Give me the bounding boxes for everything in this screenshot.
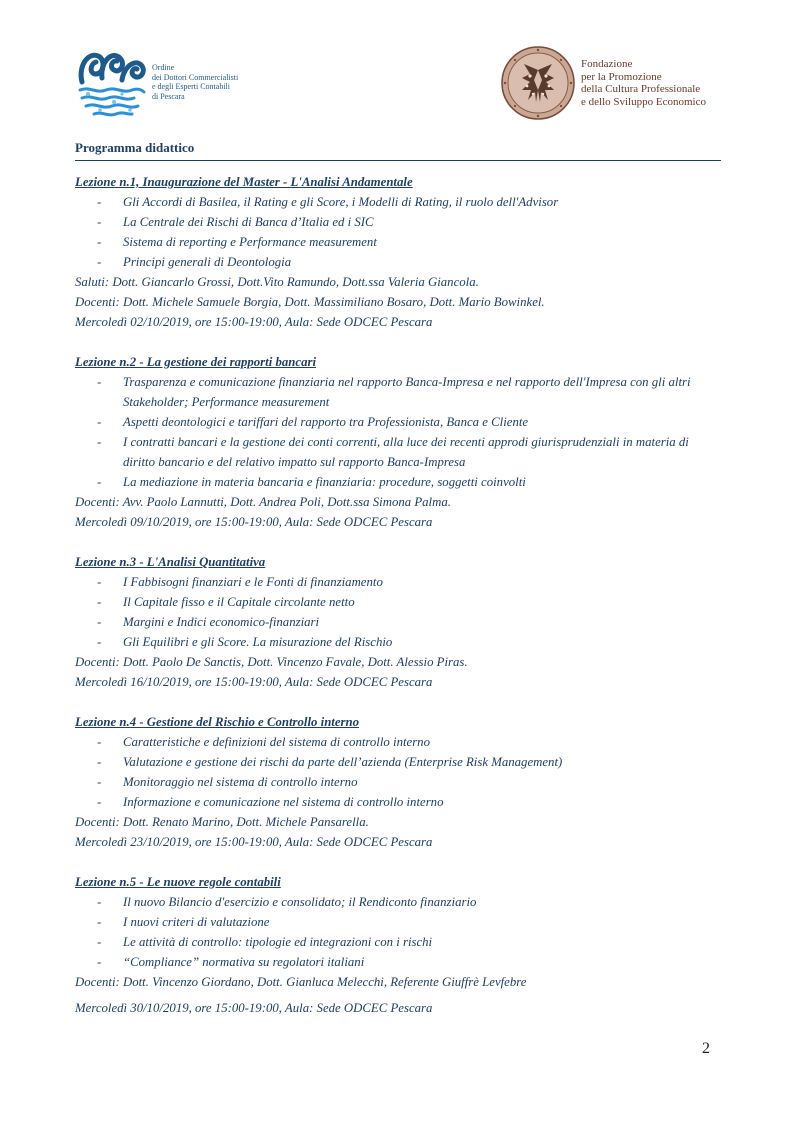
lesson-1 bbox=[75, 172, 721, 332]
odcec-logo-line: Ordine bbox=[152, 63, 175, 72]
lesson-title: Lezione n.3 - L'Analisi Quantitativa bbox=[75, 555, 266, 569]
topic-item bbox=[97, 732, 721, 752]
topic-item bbox=[97, 232, 721, 252]
dash-bullet-icon: - bbox=[97, 795, 102, 809]
dash-bullet-icon: - bbox=[97, 255, 102, 269]
lesson-2 bbox=[75, 352, 721, 532]
page-number: 2 bbox=[702, 1040, 710, 1057]
topic-item bbox=[97, 752, 721, 772]
topic-text: I nuovi criteri di valutazione bbox=[123, 915, 270, 929]
dash-bullet-icon: - bbox=[97, 775, 102, 789]
fondazione-logo-line: e dello Sviluppo Economico bbox=[581, 95, 706, 108]
topic-item bbox=[97, 592, 721, 612]
dash-bullet-icon: - bbox=[97, 195, 102, 209]
topic-text: Informazione e comunicazione nel sistema di controllo interno bbox=[123, 795, 444, 809]
dash-bullet-icon: - bbox=[97, 435, 102, 449]
fondazione-logo-line: per la Promozione bbox=[581, 70, 662, 83]
topic-text: Gli Equilibri e gli Score. La misurazione del Rischio bbox=[123, 635, 393, 649]
lesson-schedule: Mercoledì 30/10/2019, ore 15:00-19:00, Aula: Sede ODCEC Pescara bbox=[75, 1001, 433, 1015]
lesson-title: Lezione n.2 - La gestione dei rapporti bancari bbox=[75, 355, 317, 369]
topic-item bbox=[97, 412, 721, 432]
lesson-title: Lezione n.5 - Le nuove regole contabili bbox=[75, 875, 281, 889]
fondazione-logo-text bbox=[581, 58, 706, 108]
topic-text: La mediazione in materia bancaria e finanziaria: procedure, soggetti coinvolti bbox=[123, 475, 526, 489]
dash-bullet-icon: - bbox=[97, 895, 102, 909]
lesson-schedule: Mercoledì 23/10/2019, ore 15:00-19:00, Aula: Sede ODCEC Pescara bbox=[75, 835, 433, 849]
lessons-list bbox=[75, 172, 721, 1038]
odcec-logo bbox=[74, 44, 254, 124]
topic-item bbox=[97, 612, 721, 632]
topic-item bbox=[97, 372, 721, 412]
topic-text: Aspetti deontologici e tariffari del rapporto tra Professionista, Banca e Cliente bbox=[123, 415, 529, 429]
dash-bullet-icon: - bbox=[97, 755, 102, 769]
lesson-teachers: Docenti: Dott. Michele Samuele Borgia, Dott. Massimiliano Bosaro, Dott. Mario Bowinkel. bbox=[75, 295, 545, 309]
topic-text: Margini e Indici economico-finanziari bbox=[123, 615, 320, 629]
dash-bullet-icon: - bbox=[97, 735, 102, 749]
topic-item bbox=[97, 792, 721, 812]
topic-text: Le attività di controllo: tipologie ed integrazioni con i rischi bbox=[123, 935, 433, 949]
dash-bullet-icon: - bbox=[97, 935, 102, 949]
topic-item bbox=[97, 432, 721, 472]
lesson-title: Lezione n.1, Inaugurazione del Master - L'Analisi Andamentale bbox=[75, 175, 413, 189]
dash-bullet-icon: - bbox=[97, 595, 102, 609]
topic-item bbox=[97, 772, 721, 792]
dash-bullet-icon: - bbox=[97, 215, 102, 229]
topic-text: Il nuovo Bilancio d'esercizio e consolidato; il Rendiconto finanziario bbox=[123, 895, 477, 909]
dash-bullet-icon: - bbox=[97, 375, 102, 389]
page-header bbox=[0, 0, 794, 135]
topic-text: La Centrale dei Rischi di Banca d’Italia ed i SIC bbox=[123, 215, 374, 229]
lesson-4 bbox=[75, 712, 721, 852]
topic-list bbox=[75, 372, 721, 492]
topic-item bbox=[97, 632, 721, 652]
dash-bullet-icon: - bbox=[97, 915, 102, 929]
topic-item bbox=[97, 212, 721, 232]
dash-bullet-icon: - bbox=[97, 615, 102, 629]
fondazione-logo bbox=[500, 44, 740, 124]
lesson-teachers: Docenti: Dott. Renato Marino, Dott. Michele Pansarella. bbox=[75, 815, 369, 829]
lesson-teachers: Docenti: Dott. Paolo De Sanctis, Dott. Vincenzo Favale, Dott. Alessio Piras. bbox=[75, 655, 468, 669]
dash-bullet-icon: - bbox=[97, 575, 102, 589]
topic-list bbox=[75, 192, 721, 272]
topic-text: Trasparenza e comunicazione finanziaria nel rapporto Banca-Impresa e nel rapporto dell'Impresa con gli altri Stakeholder; Performance measurement bbox=[123, 375, 691, 409]
topic-list bbox=[75, 732, 721, 812]
topic-list bbox=[75, 572, 721, 652]
topic-text: Valutazione e gestione dei rischi da parte dell’azienda (Enterprise Risk Management) bbox=[123, 755, 563, 769]
dash-bullet-icon: - bbox=[97, 415, 102, 429]
odcec-logo-line: di Pescara bbox=[152, 91, 185, 101]
topic-text: I Fabbisogni finanziari e le Fonti di finanziamento bbox=[123, 575, 383, 589]
topic-text: “Compliance” normativa su regolatori italiani bbox=[123, 955, 365, 969]
fondazione-seal-icon bbox=[500, 44, 576, 122]
fondazione-logo-line: Fondazione bbox=[581, 58, 633, 70]
topic-text: Monitoraggio nel sistema di controllo interno bbox=[123, 775, 358, 789]
topic-item bbox=[97, 912, 721, 932]
lesson-schedule: Mercoledì 16/10/2019, ore 15:00-19:00, Aula: Sede ODCEC Pescara bbox=[75, 675, 433, 689]
topic-item bbox=[97, 472, 721, 492]
dash-bullet-icon: - bbox=[97, 475, 102, 489]
topic-text: Gli Accordi di Basilea, il Rating e gli Score, i Modelli di Rating, il ruolo dell'Advisor bbox=[123, 195, 559, 209]
topic-item bbox=[97, 892, 721, 912]
topic-text: Il Capitale fisso e il Capitale circolante netto bbox=[123, 595, 355, 609]
section-title: Programma didattico bbox=[75, 140, 721, 161]
odcec-emblem-icon bbox=[74, 44, 150, 122]
dash-bullet-icon: - bbox=[97, 955, 102, 969]
odcec-logo-line: dei Dottori Commercialisti bbox=[152, 72, 239, 82]
topic-text: Sistema di reporting e Performance measurement bbox=[123, 235, 377, 249]
lesson-greetings: Saluti: Dott. Giancarlo Grossi, Dott.Vito Ramundo, Dott.ssa Valeria Giancola. bbox=[75, 275, 479, 289]
topic-item bbox=[97, 192, 721, 212]
lesson-schedule: Mercoledì 09/10/2019, ore 15:00-19:00, Aula: Sede ODCEC Pescara bbox=[75, 515, 433, 529]
odcec-logo-line: e degli Esperti Contabili bbox=[152, 82, 230, 92]
dash-bullet-icon: - bbox=[97, 235, 102, 249]
odcec-logo-text bbox=[152, 63, 262, 101]
lesson-5 bbox=[75, 872, 721, 1018]
dash-bullet-icon: - bbox=[97, 635, 102, 649]
topic-item bbox=[97, 252, 721, 272]
lesson-title: Lezione n.4 - Gestione del Rischio e Controllo interno bbox=[75, 715, 360, 729]
topic-item bbox=[97, 572, 721, 592]
topic-text: Caratteristiche e definizioni del sistema di controllo interno bbox=[123, 735, 430, 749]
fondazione-logo-line: della Cultura Professionale bbox=[581, 83, 701, 95]
topic-item bbox=[97, 932, 721, 952]
lesson-teachers: Docenti: Avv. Paolo Lannutti, Dott. Andrea Poli, Dott.ssa Simona Palma. bbox=[75, 495, 451, 509]
topic-text: Principi generali di Deontologia bbox=[123, 255, 292, 269]
lesson-schedule: Mercoledì 02/10/2019, ore 15:00-19:00, Aula: Sede ODCEC Pescara bbox=[75, 315, 433, 329]
topic-list bbox=[75, 892, 721, 972]
topic-text: I contratti bancari e la gestione dei conti correnti, alla luce dei recenti approdi giurisprudenziali in materia di diritto bancario e del relativo impatto sul rapporto Banca-Impresa bbox=[123, 435, 689, 469]
lesson-3 bbox=[75, 552, 721, 692]
lesson-teachers: Docenti: Dott. Vincenzo Giordano, Dott. Gianluca Melecchi, Referente Giuffrè Levfebre bbox=[75, 975, 527, 989]
topic-item bbox=[97, 952, 721, 972]
